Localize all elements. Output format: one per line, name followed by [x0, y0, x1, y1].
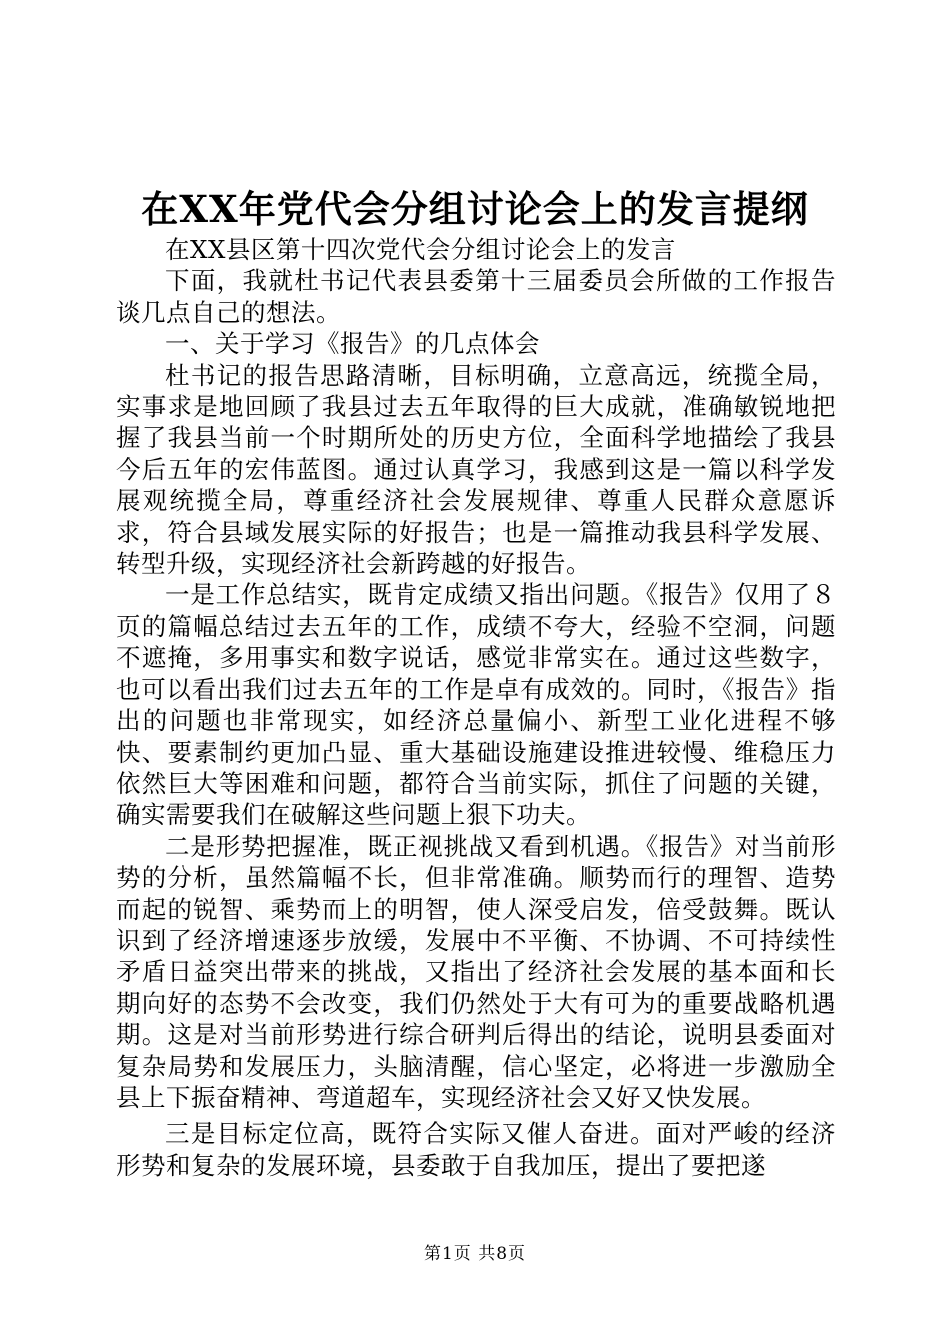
paragraph-subtitle: 在XX县区第十四次党代会分组讨论会上的发言: [165, 235, 676, 264]
document-body: [116, 234, 836, 1181]
paragraph-body: 三是目标定位高，既符合实际又催人奋进。面对严峻的经济形势和复杂的发展环境，县委敢于自我加压，提出了要把遂: [116, 1119, 836, 1180]
paragraph-body: 杜书记的报告思路清晰，目标明确，立意高远，统揽全局，实事求是地回顾了我县过去五年取得的巨大成就，准确敏锐地把握了我县当前一个时期所处的历史方位，全面科学地描绘了我县今后五年的宏伟蓝图。通过认真学习，我感到这是一篇以科学发展观统揽全局，尊重经济社会发展规律、尊重人民群众意愿诉求，符合县域发展实际的好报告；也是一篇推动我县科学发展、转型升级，实现经济社会新跨越的好报告。: [116, 360, 836, 579]
paragraph-body: 一是工作总结实，既肯定成绩又指出问题。《报告》仅用了８页的篇幅总结过去五年的工作，成绩不夸大，经验不空洞，问题不遮掩，多用事实和数字说话，感觉非常实在。通过这些数字，也可以看出我们过去五年的工作是卓有成效的。同时，《报告》指出的问题也非常现实，如经济总量偏小、新型工业化进程不够快、要素制约更加凸显、重大基础设施建设推进较慢、维稳压力依然巨大等困难和问题，都符合当前实际，抓住了问题的关键，确实需要我们在破解这些问题上狠下功夫。: [116, 580, 836, 830]
document-title: 在XX年党代会分组讨论会上的发言提纲: [141, 187, 809, 231]
section-heading: 一、关于学习《报告》的几点体会: [165, 329, 540, 359]
page-number-footer: 第1页 共8页: [423, 1244, 527, 1264]
paragraph-intro: 下面，我就杜书记代表县委第十三届委员会所做的工作报告谈几点自己的想法。: [116, 266, 836, 327]
paragraph-body: 二是形势把握准，既正视挑战又看到机遇。《报告》对当前形势的分析，虽然篇幅不长，但非常准确。顺势而行的理智、造势而起的锐智、乘势而上的明智，使人深受启发，倍受鼓舞。既认识到了经济增速逐步放缓，发展中不平衡、不协调、不可持续性矛盾日益突出带来的挑战，又指出了经济社会发展的基本面和长期向好的态势不会改变，我们仍然处于大有可为的重要战略机遇期。这是对当前形势进行综合研判后得出的结论，说明县委面对复杂局势和发展压力，头脑清醒，信心坚定，必将进一步激励全县上下振奋精神、弯道超车，实现经济社会又好又快发展。: [116, 831, 836, 1112]
